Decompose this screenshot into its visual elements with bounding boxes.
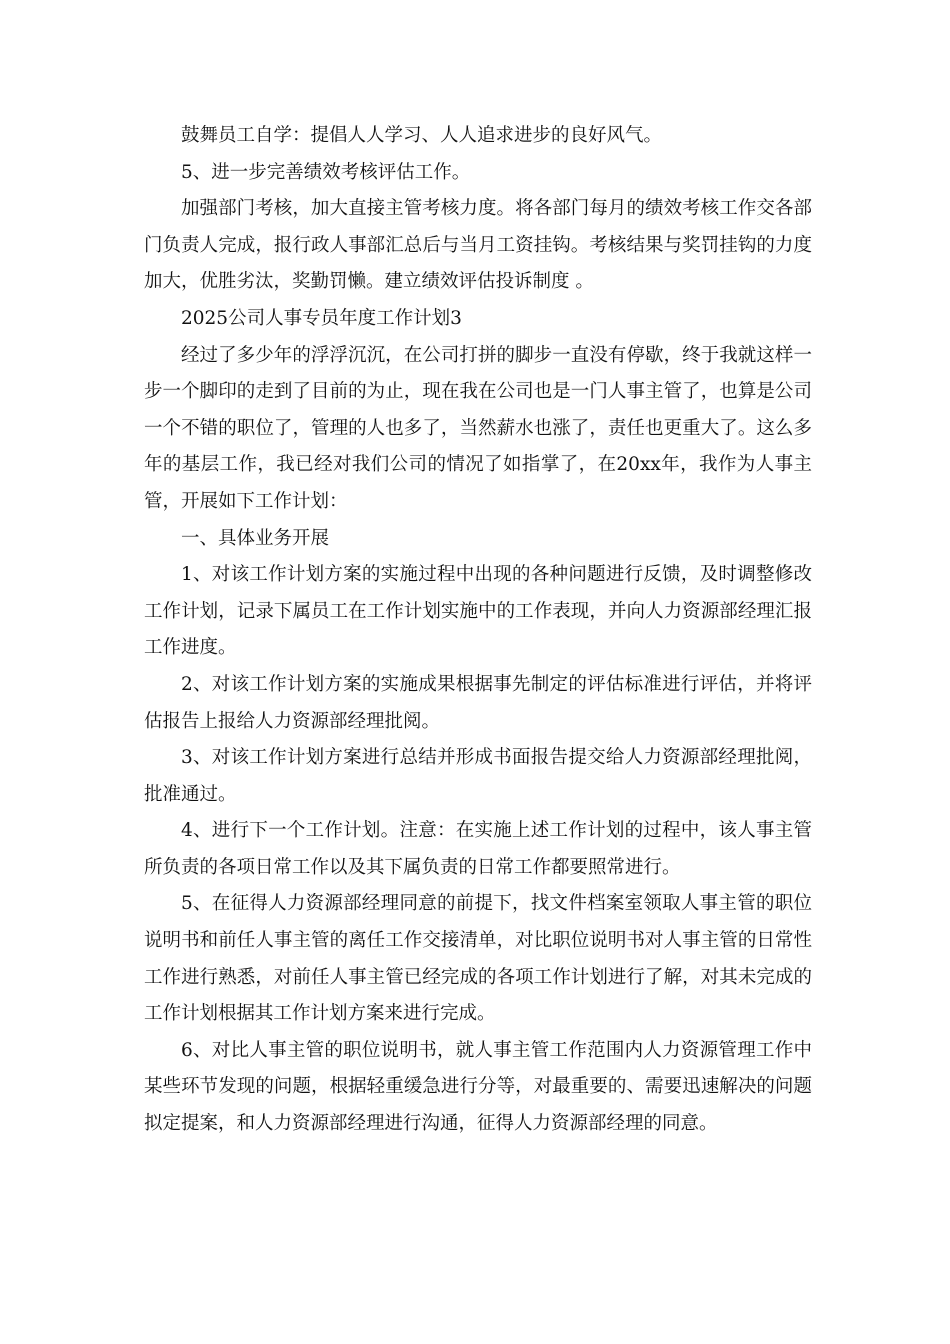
paragraph-item-3: 3、对该工作计划方案进行总结并形成书面报告提交给人力资源部经理批阅，批准通过。 [144,747,812,805]
paragraph-item-6: 6、对比人事主管的职位说明书，就人事主管工作范围内人力资源管理工作中某些环节发现的问题，根据轻重缓急进行分等，对最重要的、需要迅速解决的问题拟定提案，和人力资源部经理进行沟通，征得人力资源部经理的同意。 [144,1039,812,1135]
paragraph-item-1: 1、对该工作计划方案的实施过程中出现的各种问题进行反馈，及时调整修改工作计划，记录下属员工在工作计划实施中的工作表现，并向人力资源部经理汇报工作进度。 [144,564,812,659]
paragraph-item-4: 4、进行下一个工作计划。注意：在实施上述工作计划的过程中，该人事主管所负责的各项日常工作以及其下属负责的日常工作都要照常进行。 [144,820,812,878]
paragraph-introduction: 经过了多少年的浮浮沉沉，在公司打拼的脚步一直没有停歇，终于我就这样一步一个脚印的走到了目前的为止，现在我在公司也是一门人事主管了，也算是公司一个不错的职位了，管理的人也多了，当然薪水也涨了，责任也更重大了。这么多年的基层工作，我已经对我们公司的情况了如指掌了，在20xx年，我作为人事主管，开展如下工作计划： [144,344,812,512]
paragraph-item-5: 5、在征得人力资源部经理同意的前提下，找文件档案室领取人事主管的职位说明书和前任人事主管的离任工作交接清单，对比职位说明书对人事主管的日常性工作进行熟悉，对前任人事主管已经完成的各项工作计划进行了解，对其未完成的工作计划根据其工作计划方案来进行完成。 [144,893,812,1025]
paragraph-item-2: 2、对该工作计划方案的实施成果根据事先制定的评估标准进行评估，并将评估报告上报给人力资源部经理批阅。 [144,673,812,732]
paragraph-encourage-self-study: 鼓舞员工自学：提倡人人学习、人人追求进步的良好风气。 [181,125,663,146]
paragraph-department-assessment: 加强部门考核，加大直接主管考核力度。将各部门每月的绩效考核工作交各部门负责人完成，报行政人事部汇总后与当月工资挂钩。考核结果与奖罚挂钩的力度加大，优胜劣汰，奖勤罚懒。建立绩效评估投诉制度 。 [144,198,812,293]
document-body [144,118,812,1143]
subheading-business-development: 一、具体业务开展 [181,527,330,549]
section-heading-plan-3: 2025公司人事专员年度工作计划3 [181,307,462,329]
paragraph-item-5-performance: 5、进一步完善绩效考核评估工作。 [181,161,471,183]
